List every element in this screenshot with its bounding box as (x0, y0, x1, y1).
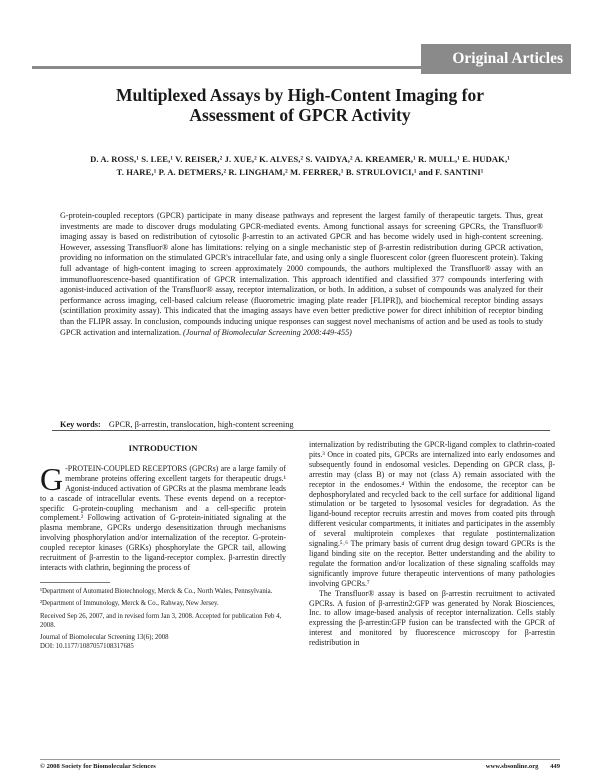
abstract (60, 211, 543, 338)
right-paragraph-1: internalization by redistributing the GPCR-ligand complex to clathrin-coated pits.³ Once in coated pits, GPCRs are internalized into early endosomes and subsequently found in endosomal vesicles. Depending on GPCR class, β-arrestin may (class B) or may not (class A) remain associated with the receptor in the endosomes.⁴ Within the endosome, the receptor can be dephosphorylated and recycled back to the cell surface for additional ligand stimulation or be targeted to lysosomal vesicles for degradation. As the ligand-bound receptor recruits arrestin and moves from coated pits through different vesicular compartments, it initiates and participates in the assembly of several multiprotein complexes that regulate postinternalization signaling.⁵˒⁶ The primary basis of current drug design toward GPCRs is the ligand binding site on the receptor. Better understanding and the ability to regulate the formation and/or localization of these signaling scaffolds may significantly improve future therapeutic interventions of many pathologies involving GPCRs.⁷ (309, 440, 555, 588)
keywords-list: GPCR, β-arrestin, translocation, high-content screening (108, 420, 294, 429)
title-line-1: Multiplexed Assays by High-Content Imaging for (115, 85, 484, 105)
right-paragraph-2: The Transfluor® assay is based on β-arrestin recruitment to activated GPCRs. A fusion of β-arrestin2:GFP was generated by Norak Biosciences, Inc. to allow image-based analysis of receptor internalization. Cells stably expressing the β-arrestin:GFP fusion can be transfected with the GPCR of interest and monitored by fluorescence microscopy for β-arrestin redistribution in (309, 588, 555, 648)
header-rule (32, 66, 424, 69)
intro-text: (GPCRs) are a large family of membrane proteins offering excellent targets for therapeutic drugs.¹ Agonist-induced activation of GPCRs at the plasma membrane leads to a cascade of intracellular events. These events depend on a receptor-specific G-protein-coupling mechanism and a cell-specific protein complement.² Following activation of G-protein-initiated signaling at the plasma membrane, GPCRs undergo desensitization through mechanisms involving phosphorylation and/or internalization of the receptor. G-protein-coupled receptor kinases (GRKs) phosphorylate the GPCR tail, allowing recruitment of β-arrestin to the ligand-receptor complex. β-arrestin directly interacts with clathrin, beginning the process of (40, 463, 286, 572)
section-banner: Original Articles (421, 44, 571, 74)
journal-reference: Journal of Biomolecular Screening 13(6); 2008 (40, 634, 169, 642)
authors-line-2: T. HARE,¹ P. A. DETMERS,² R. LINGHAM,² M. FERRER,¹ B. STRULOVICI,¹ and F. SANTINI¹ (116, 167, 484, 177)
author-list (50, 153, 550, 179)
footer-right (476, 763, 560, 770)
intro-heading: INTRODUCTION (128, 443, 198, 453)
left-column (40, 430, 286, 655)
affiliation-2: ²Department of Immunology, Merck & Co., Rahway, New Jersey. (40, 600, 219, 608)
page-number: 449 (550, 763, 560, 770)
abstract-text: G-protein-coupled receptors (GPCR) participate in many disease pathways and represent the largest family of therapeutic targets. Thus, great investments are made to discover drugs modulating GPCR-mediated events. Among functional assays for screening GPCRs, the Transfluor® imaging assay is based on redistribution of cytosolic β-arrestin to an activated GPCR and has become widely used in high-content screening. However, assessing Transfluor® alone has limitations: relying on a single mechanistic step of β-arrestin redistribution during GPCR activation, providing no information on the stimulated GPCR's intracellular fate, and using only a single fluorescent color (green fluorescent protein). Taking full advantage of high-content imaging to screen approximately 2000 compounds, the authors multiplexed the Transfluor® assay with an immunofluorescence-based quantification of GPCR internalization. This approach identified and classified 377 compounds interfering with agonist-induced activation of the Transfluor® assay, receptor internalization, or both. In addition, a subset of compounds was analyzed for their performance across imaging, cell-based calcium release (fluorometric imaging plate reader [FLIPR]), and biochemical receptor binding assays (scintillation proximity assay). This indicated that the imaging assays have even better predictive power for direct inhibition of receptor binding than the FLIPR assay. In conclusion, compounds inducing unique responses can suggest novel mechanisms of action and be used as tools to study GPCR activation and internalization. (60, 211, 543, 337)
affiliation-1: ¹Department of Automated Biotechnology, Merck & Co., North Wales, Pennsylvania. (40, 587, 273, 595)
authors-line-1: D. A. ROSS,¹ S. LEE,¹ V. REISER,² J. XUE,² K. ALVES,² S. VAIDYA,² A. KREAMER,¹ R. MULL,¹ E. HUDAK,¹ (90, 154, 510, 164)
keywords (60, 420, 543, 429)
title-line-2: Assessment of GPCR Activity (189, 105, 411, 125)
footnote-rule (40, 582, 110, 583)
intro-paragraph (40, 460, 286, 573)
abstract-citation: (Journal of Biomolecular Screening 2008:449-455) (183, 327, 352, 337)
drop-cap: G (40, 460, 64, 497)
right-column (309, 430, 555, 648)
society-url[interactable]: www.sbsonline.org (485, 763, 539, 770)
intro-lead: -PROTEIN-COUPLED RECEPTORS (65, 463, 187, 473)
keywords-label: Key words: (60, 420, 101, 429)
doi: DOI: 10.1177/1087057108317685 (40, 642, 134, 650)
footer-rule (40, 759, 560, 760)
received-dates: Received Sep 26, 2007, and in revised form Jan 3, 2008. Accepted for publication Feb 4, 2008. (40, 613, 282, 629)
copyright: © 2008 Society for Biomolecular Sciences (40, 763, 156, 770)
article-title (60, 85, 540, 125)
